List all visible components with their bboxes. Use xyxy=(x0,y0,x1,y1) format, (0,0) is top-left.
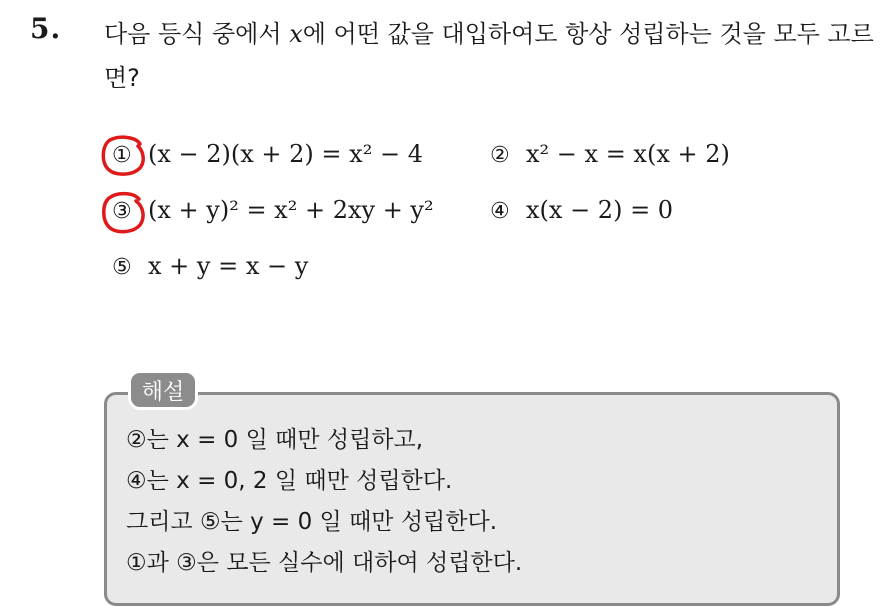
question-variable: x xyxy=(289,20,303,48)
choice-1-circle-mark xyxy=(100,134,146,178)
choice-4-number: ④ xyxy=(490,199,510,224)
choice-5-expression: x + y = x − y xyxy=(148,252,309,280)
solution-line-1: ②는 x = 0 일 때만 성립하고, xyxy=(126,427,424,453)
choice-3-expression: (x + y)² = x² + 2xy + y² xyxy=(148,196,434,224)
choice-1-number: ① xyxy=(112,143,132,168)
choice-2[interactable] xyxy=(490,140,730,168)
choice-2-number: ② xyxy=(490,143,510,168)
question-text xyxy=(104,12,874,100)
choice-1[interactable] xyxy=(112,140,423,168)
question-text-part2: 에 어떤 값을 대입하여도 항상 성립하는 것을 모두 고르면? xyxy=(104,20,874,92)
choice-3-circle-mark xyxy=(100,190,146,236)
solution-line-2: ④는 x = 0, 2 일 때만 성립한다. xyxy=(126,468,453,494)
question-text-part1: 다음 등식 중에서 xyxy=(104,20,290,48)
choice-5[interactable] xyxy=(112,252,308,280)
solution-tag: 해설 xyxy=(128,370,198,410)
choice-3[interactable] xyxy=(112,196,434,224)
choice-5-number: ⑤ xyxy=(112,255,132,280)
choice-3-number: ③ xyxy=(112,199,132,224)
question-number: 5. xyxy=(30,12,62,45)
choice-4[interactable] xyxy=(490,196,673,224)
solution-text xyxy=(126,420,522,584)
choice-4-expression: x(x − 2) = 0 xyxy=(526,196,674,224)
choice-2-expression: x² − x = x(x + 2) xyxy=(526,140,730,168)
choice-1-expression: (x − 2)(x + 2) = x² − 4 xyxy=(148,140,423,168)
solution-line-3: 그리고 ⑤는 y = 0 일 때만 성립한다. xyxy=(126,509,498,535)
solution-line-4: ①과 ③은 모든 실수에 대하여 성립한다. xyxy=(126,550,523,576)
